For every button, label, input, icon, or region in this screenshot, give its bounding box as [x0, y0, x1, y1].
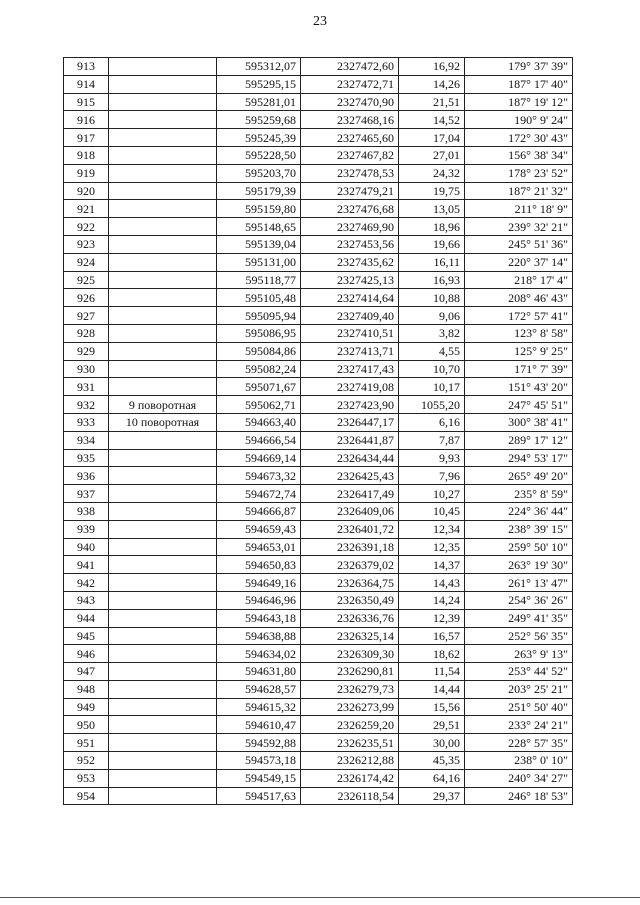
x-coordinate-cell: 595095,94 — [217, 307, 301, 325]
point-number-cell: 929 — [64, 342, 109, 360]
table-row — [64, 734, 573, 752]
point-number-cell: 934 — [64, 431, 109, 449]
x-coordinate-cell: 595082,24 — [217, 360, 301, 378]
segment-length-cell: 29,51 — [399, 716, 465, 734]
segment-length-cell: 16,92 — [399, 58, 465, 76]
y-coordinate-cell: 2327479,21 — [301, 182, 399, 200]
y-coordinate-cell: 2327465,60 — [301, 129, 399, 147]
point-number-cell: 913 — [64, 58, 109, 76]
table-row — [64, 129, 573, 147]
table-row — [64, 218, 573, 236]
segment-length-cell: 9,06 — [399, 307, 465, 325]
y-coordinate-cell: 2326401,72 — [301, 520, 399, 538]
x-coordinate-cell: 594517,63 — [217, 787, 301, 805]
x-coordinate-cell: 595245,39 — [217, 129, 301, 147]
y-coordinate-cell: 2327425,13 — [301, 271, 399, 289]
x-coordinate-cell: 594649,16 — [217, 574, 301, 592]
segment-length-cell: 10,45 — [399, 502, 465, 520]
x-coordinate-cell: 595295,15 — [217, 75, 301, 93]
table-row — [64, 680, 573, 698]
point-note-cell — [109, 58, 217, 76]
segment-length-cell: 13,05 — [399, 200, 465, 218]
page-bottom-rule — [0, 897, 640, 898]
x-coordinate-cell: 595148,65 — [217, 218, 301, 236]
direction-angle-cell: 261° 13' 47" — [465, 574, 573, 592]
x-coordinate-cell: 595203,70 — [217, 164, 301, 182]
x-coordinate-cell: 595312,07 — [217, 58, 301, 76]
point-number-cell: 921 — [64, 200, 109, 218]
point-number-cell: 938 — [64, 502, 109, 520]
direction-angle-cell: 171° 7' 39" — [465, 360, 573, 378]
segment-length-cell: 14,26 — [399, 75, 465, 93]
x-coordinate-cell: 595259,68 — [217, 111, 301, 129]
table-row — [64, 413, 573, 431]
point-number-cell: 915 — [64, 93, 109, 111]
point-number-cell: 944 — [64, 609, 109, 627]
direction-angle-cell: 233° 24' 21" — [465, 716, 573, 734]
point-number-cell: 919 — [64, 164, 109, 182]
segment-length-cell: 45,35 — [399, 752, 465, 770]
direction-angle-cell: 294° 53' 17" — [465, 449, 573, 467]
point-note-cell — [109, 182, 217, 200]
segment-length-cell: 30,00 — [399, 734, 465, 752]
direction-angle-cell: 238° 39' 15" — [465, 520, 573, 538]
x-coordinate-cell: 594628,57 — [217, 680, 301, 698]
y-coordinate-cell: 2327467,82 — [301, 146, 399, 164]
point-note-cell — [109, 431, 217, 449]
table-row — [64, 146, 573, 164]
y-coordinate-cell: 2326379,02 — [301, 556, 399, 574]
table-row — [64, 396, 573, 414]
direction-angle-cell: 187° 21' 32" — [465, 182, 573, 200]
table-row — [64, 200, 573, 218]
point-number-cell: 942 — [64, 574, 109, 592]
point-note-cell — [109, 591, 217, 609]
point-note-cell — [109, 645, 217, 663]
table-row — [64, 556, 573, 574]
direction-angle-cell: 179° 37' 39" — [465, 58, 573, 76]
segment-length-cell: 24,32 — [399, 164, 465, 182]
point-note-cell — [109, 627, 217, 645]
point-note-cell — [109, 769, 217, 787]
point-note-cell — [109, 360, 217, 378]
point-number-cell: 950 — [64, 716, 109, 734]
x-coordinate-cell: 594615,32 — [217, 698, 301, 716]
point-number-cell: 931 — [64, 378, 109, 396]
direction-angle-cell: 252° 56' 35" — [465, 627, 573, 645]
x-coordinate-cell: 594673,32 — [217, 467, 301, 485]
segment-length-cell: 27,01 — [399, 146, 465, 164]
segment-length-cell: 10,27 — [399, 485, 465, 503]
x-coordinate-cell: 594631,80 — [217, 663, 301, 681]
point-note-cell — [109, 111, 217, 129]
y-coordinate-cell: 2326350,49 — [301, 591, 399, 609]
y-coordinate-cell: 2326273,99 — [301, 698, 399, 716]
point-number-cell: 941 — [64, 556, 109, 574]
point-note-cell — [109, 200, 217, 218]
table-row — [64, 485, 573, 503]
table-row — [64, 271, 573, 289]
point-number-cell: 949 — [64, 698, 109, 716]
x-coordinate-cell: 594573,18 — [217, 752, 301, 770]
direction-angle-cell: 172° 30' 43" — [465, 129, 573, 147]
point-note-cell — [109, 307, 217, 325]
segment-length-cell: 14,44 — [399, 680, 465, 698]
x-coordinate-cell: 595139,04 — [217, 235, 301, 253]
table-row — [64, 93, 573, 111]
y-coordinate-cell: 2327423,90 — [301, 396, 399, 414]
point-number-cell: 922 — [64, 218, 109, 236]
table-row — [64, 502, 573, 520]
segment-length-cell: 10,17 — [399, 378, 465, 396]
table-row — [64, 111, 573, 129]
table-row — [64, 360, 573, 378]
direction-angle-cell: 156° 38' 34" — [465, 146, 573, 164]
point-note-cell — [109, 663, 217, 681]
segment-length-cell: 12,39 — [399, 609, 465, 627]
point-note-cell — [109, 93, 217, 111]
point-note-cell — [109, 271, 217, 289]
point-note-cell — [109, 449, 217, 467]
point-note-cell — [109, 218, 217, 236]
direction-angle-cell: 125° 9' 25" — [465, 342, 573, 360]
y-coordinate-cell: 2326425,43 — [301, 467, 399, 485]
segment-length-cell: 12,34 — [399, 520, 465, 538]
segment-length-cell: 17,04 — [399, 129, 465, 147]
point-note-cell — [109, 716, 217, 734]
segment-length-cell: 1055,20 — [399, 396, 465, 414]
y-coordinate-cell: 2326434,44 — [301, 449, 399, 467]
segment-length-cell: 14,52 — [399, 111, 465, 129]
point-number-cell: 933 — [64, 413, 109, 431]
table-row — [64, 378, 573, 396]
x-coordinate-cell: 595086,95 — [217, 324, 301, 342]
direction-angle-cell: 247° 45' 51" — [465, 396, 573, 414]
direction-angle-cell: 218° 17' 4" — [465, 271, 573, 289]
table-row — [64, 467, 573, 485]
table-row — [64, 58, 573, 76]
point-number-cell: 927 — [64, 307, 109, 325]
table-row — [64, 289, 573, 307]
point-number-cell: 923 — [64, 235, 109, 253]
segment-length-cell: 9,93 — [399, 449, 465, 467]
x-coordinate-cell: 594659,43 — [217, 520, 301, 538]
point-note-cell — [109, 467, 217, 485]
direction-angle-cell: 289° 17' 12" — [465, 431, 573, 449]
page-number: 23 — [313, 14, 327, 29]
y-coordinate-cell: 2326309,30 — [301, 645, 399, 663]
table-row — [64, 716, 573, 734]
table-row — [64, 609, 573, 627]
y-coordinate-cell: 2326417,49 — [301, 485, 399, 503]
point-number-cell: 945 — [64, 627, 109, 645]
y-coordinate-cell: 2326325,14 — [301, 627, 399, 645]
point-number-cell: 930 — [64, 360, 109, 378]
point-note-cell — [109, 680, 217, 698]
table-row — [64, 787, 573, 805]
x-coordinate-cell: 594643,18 — [217, 609, 301, 627]
direction-angle-cell: 187° 19' 12" — [465, 93, 573, 111]
table-row — [64, 253, 573, 271]
point-number-cell: 917 — [64, 129, 109, 147]
y-coordinate-cell: 2326391,18 — [301, 538, 399, 556]
direction-angle-cell: 249° 41' 35" — [465, 609, 573, 627]
direction-angle-cell: 235° 8' 59" — [465, 485, 573, 503]
x-coordinate-cell: 595281,01 — [217, 93, 301, 111]
direction-angle-cell: 151° 43' 20" — [465, 378, 573, 396]
point-note-cell — [109, 146, 217, 164]
direction-angle-cell: 246° 18' 53" — [465, 787, 573, 805]
segment-length-cell: 15,56 — [399, 698, 465, 716]
y-coordinate-cell: 2326279,73 — [301, 680, 399, 698]
direction-angle-cell: 300° 38' 41" — [465, 413, 573, 431]
direction-angle-cell: 245° 51' 36" — [465, 235, 573, 253]
y-coordinate-cell: 2326409,06 — [301, 502, 399, 520]
point-number-cell: 928 — [64, 324, 109, 342]
y-coordinate-cell: 2327472,60 — [301, 58, 399, 76]
direction-angle-cell: 172° 57' 41" — [465, 307, 573, 325]
table-row — [64, 627, 573, 645]
direction-angle-cell: 187° 17' 40" — [465, 75, 573, 93]
segment-length-cell: 10,88 — [399, 289, 465, 307]
direction-angle-cell: 265° 49' 20" — [465, 467, 573, 485]
point-number-cell: 939 — [64, 520, 109, 538]
x-coordinate-cell: 594666,87 — [217, 502, 301, 520]
direction-angle-cell: 263° 9' 13" — [465, 645, 573, 663]
y-coordinate-cell: 2327476,68 — [301, 200, 399, 218]
point-note-cell — [109, 787, 217, 805]
segment-length-cell: 19,66 — [399, 235, 465, 253]
direction-angle-cell: 208° 46' 43" — [465, 289, 573, 307]
segment-length-cell: 64,16 — [399, 769, 465, 787]
point-note-cell — [109, 253, 217, 271]
point-number-cell: 918 — [64, 146, 109, 164]
direction-angle-cell: 254° 36' 26" — [465, 591, 573, 609]
point-number-cell: 943 — [64, 591, 109, 609]
y-coordinate-cell: 2327470,90 — [301, 93, 399, 111]
segment-length-cell: 21,51 — [399, 93, 465, 111]
coordinates-table — [63, 57, 573, 805]
segment-length-cell: 3,82 — [399, 324, 465, 342]
x-coordinate-cell: 595131,00 — [217, 253, 301, 271]
direction-angle-cell: 251° 50' 40" — [465, 698, 573, 716]
point-number-cell: 954 — [64, 787, 109, 805]
point-note-cell — [109, 574, 217, 592]
point-number-cell: 926 — [64, 289, 109, 307]
point-number-cell: 952 — [64, 752, 109, 770]
y-coordinate-cell: 2327410,51 — [301, 324, 399, 342]
point-note-cell — [109, 378, 217, 396]
point-number-cell: 948 — [64, 680, 109, 698]
y-coordinate-cell: 2327472,71 — [301, 75, 399, 93]
table-row — [64, 574, 573, 592]
y-coordinate-cell: 2327453,56 — [301, 235, 399, 253]
direction-angle-cell: 239° 32' 21" — [465, 218, 573, 236]
y-coordinate-cell: 2326212,88 — [301, 752, 399, 770]
point-note-cell — [109, 342, 217, 360]
x-coordinate-cell: 594663,40 — [217, 413, 301, 431]
point-number-cell: 925 — [64, 271, 109, 289]
x-coordinate-cell: 594634,02 — [217, 645, 301, 663]
segment-length-cell: 7,96 — [399, 467, 465, 485]
segment-length-cell: 7,87 — [399, 431, 465, 449]
y-coordinate-cell: 2326259,20 — [301, 716, 399, 734]
table-row — [64, 182, 573, 200]
y-coordinate-cell: 2327409,40 — [301, 307, 399, 325]
table-row — [64, 645, 573, 663]
table-row — [64, 752, 573, 770]
point-note-cell — [109, 485, 217, 503]
segment-length-cell: 16,93 — [399, 271, 465, 289]
segment-length-cell: 14,43 — [399, 574, 465, 592]
direction-angle-cell: 263° 19' 30" — [465, 556, 573, 574]
segment-length-cell: 10,70 — [399, 360, 465, 378]
segment-length-cell: 4,55 — [399, 342, 465, 360]
segment-length-cell: 16,11 — [399, 253, 465, 271]
table-row — [64, 307, 573, 325]
point-note-cell — [109, 129, 217, 147]
y-coordinate-cell: 2327435,62 — [301, 253, 399, 271]
table-row — [64, 75, 573, 93]
point-number-cell: 953 — [64, 769, 109, 787]
point-note-cell — [109, 164, 217, 182]
segment-length-cell: 18,62 — [399, 645, 465, 663]
direction-angle-cell: 259° 50' 10" — [465, 538, 573, 556]
segment-length-cell: 14,37 — [399, 556, 465, 574]
point-note-cell — [109, 502, 217, 520]
y-coordinate-cell: 2327478,53 — [301, 164, 399, 182]
x-coordinate-cell: 594669,14 — [217, 449, 301, 467]
x-coordinate-cell: 594646,96 — [217, 591, 301, 609]
y-coordinate-cell: 2326364,75 — [301, 574, 399, 592]
x-coordinate-cell: 595105,48 — [217, 289, 301, 307]
point-note-cell — [109, 520, 217, 538]
table-row — [64, 698, 573, 716]
point-number-cell: 947 — [64, 663, 109, 681]
point-number-cell: 940 — [64, 538, 109, 556]
point-number-cell: 935 — [64, 449, 109, 467]
table-row — [64, 769, 573, 787]
segment-length-cell: 19,75 — [399, 182, 465, 200]
point-note-cell: 9 поворотная — [109, 396, 217, 414]
x-coordinate-cell: 595062,71 — [217, 396, 301, 414]
point-note-cell — [109, 734, 217, 752]
point-number-cell: 946 — [64, 645, 109, 663]
x-coordinate-cell: 595179,39 — [217, 182, 301, 200]
y-coordinate-cell: 2327417,43 — [301, 360, 399, 378]
point-note-cell — [109, 235, 217, 253]
table-row — [64, 591, 573, 609]
x-coordinate-cell: 595071,67 — [217, 378, 301, 396]
y-coordinate-cell: 2327469,90 — [301, 218, 399, 236]
table-row — [64, 538, 573, 556]
point-note-cell — [109, 75, 217, 93]
segment-length-cell: 16,57 — [399, 627, 465, 645]
direction-angle-cell: 211° 18' 9" — [465, 200, 573, 218]
point-note-cell — [109, 698, 217, 716]
table-row — [64, 235, 573, 253]
x-coordinate-cell: 595118,77 — [217, 271, 301, 289]
segment-length-cell: 18,96 — [399, 218, 465, 236]
y-coordinate-cell: 2326447,17 — [301, 413, 399, 431]
point-number-cell: 951 — [64, 734, 109, 752]
y-coordinate-cell: 2327413,71 — [301, 342, 399, 360]
direction-angle-cell: 220° 37' 14" — [465, 253, 573, 271]
point-number-cell: 932 — [64, 396, 109, 414]
direction-angle-cell: 253° 44' 52" — [465, 663, 573, 681]
direction-angle-cell: 123° 8' 58" — [465, 324, 573, 342]
table-row — [64, 520, 573, 538]
table-row — [64, 324, 573, 342]
table-row — [64, 663, 573, 681]
coordinates-table-body — [64, 58, 573, 805]
direction-angle-cell: 240° 34' 27" — [465, 769, 573, 787]
y-coordinate-cell: 2327468,16 — [301, 111, 399, 129]
x-coordinate-cell: 594653,01 — [217, 538, 301, 556]
direction-angle-cell: 190° 9' 24" — [465, 111, 573, 129]
y-coordinate-cell: 2326336,76 — [301, 609, 399, 627]
y-coordinate-cell: 2326118,54 — [301, 787, 399, 805]
point-note-cell — [109, 289, 217, 307]
segment-length-cell: 11,54 — [399, 663, 465, 681]
point-number-cell: 920 — [64, 182, 109, 200]
x-coordinate-cell: 594672,74 — [217, 485, 301, 503]
table-row — [64, 342, 573, 360]
x-coordinate-cell: 594666,54 — [217, 431, 301, 449]
y-coordinate-cell: 2326235,51 — [301, 734, 399, 752]
x-coordinate-cell: 594592,88 — [217, 734, 301, 752]
segment-length-cell: 12,35 — [399, 538, 465, 556]
point-number-cell: 914 — [64, 75, 109, 93]
x-coordinate-cell: 594549,15 — [217, 769, 301, 787]
point-number-cell: 924 — [64, 253, 109, 271]
y-coordinate-cell: 2326441,87 — [301, 431, 399, 449]
x-coordinate-cell: 595228,50 — [217, 146, 301, 164]
point-note-cell — [109, 538, 217, 556]
x-coordinate-cell: 594638,88 — [217, 627, 301, 645]
point-note-cell — [109, 609, 217, 627]
y-coordinate-cell: 2327414,64 — [301, 289, 399, 307]
point-note-cell: 10 поворотная — [109, 413, 217, 431]
y-coordinate-cell: 2327419,08 — [301, 378, 399, 396]
point-note-cell — [109, 324, 217, 342]
y-coordinate-cell: 2326174,42 — [301, 769, 399, 787]
table-row — [64, 449, 573, 467]
segment-length-cell: 6,16 — [399, 413, 465, 431]
direction-angle-cell: 203° 25' 21" — [465, 680, 573, 698]
point-note-cell — [109, 556, 217, 574]
direction-angle-cell: 238° 0' 10" — [465, 752, 573, 770]
point-note-cell — [109, 752, 217, 770]
point-number-cell: 916 — [64, 111, 109, 129]
y-coordinate-cell: 2326290,81 — [301, 663, 399, 681]
direction-angle-cell: 224° 36' 44" — [465, 502, 573, 520]
x-coordinate-cell: 594650,83 — [217, 556, 301, 574]
direction-angle-cell: 228° 57' 35" — [465, 734, 573, 752]
x-coordinate-cell: 595084,86 — [217, 342, 301, 360]
point-number-cell: 936 — [64, 467, 109, 485]
x-coordinate-cell: 595159,80 — [217, 200, 301, 218]
direction-angle-cell: 178° 23' 52" — [465, 164, 573, 182]
table-row — [64, 431, 573, 449]
x-coordinate-cell: 594610,47 — [217, 716, 301, 734]
segment-length-cell: 29,37 — [399, 787, 465, 805]
table-row — [64, 164, 573, 182]
segment-length-cell: 14,24 — [399, 591, 465, 609]
point-number-cell: 937 — [64, 485, 109, 503]
